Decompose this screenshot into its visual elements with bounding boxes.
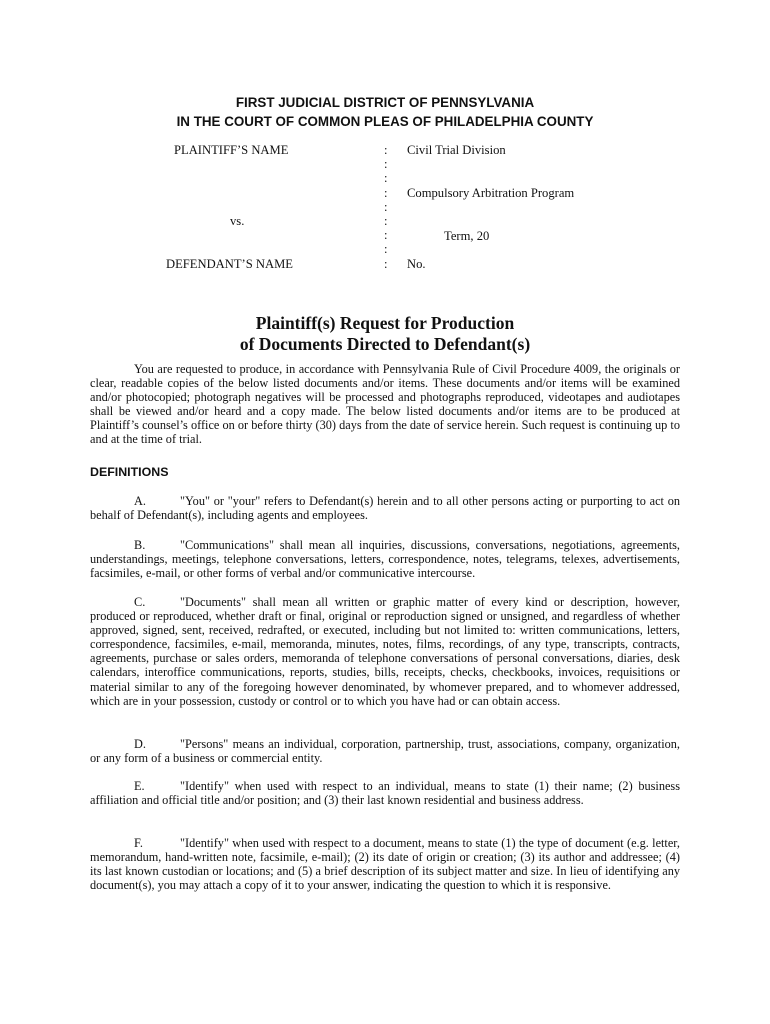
definition-label: F. [134, 836, 143, 850]
definition-text: "Persons" means an individual, corporation, partnership, trust, associations, company, organization, or any form of a business or commercial entity. [90, 737, 680, 766]
term-label: Term, 20 [444, 229, 490, 243]
court-header-line-2: IN THE COURT OF COMMON PLEAS OF PHILADELPHIA COUNTY [176, 114, 594, 129]
definition-label: B. [134, 538, 146, 552]
caption-colon: : [384, 143, 388, 157]
definition-f [90, 836, 680, 892]
caption-colon: : [384, 171, 388, 186]
definition-e [90, 779, 680, 807]
defendant-name: DEFENDANT’S NAME [166, 257, 293, 271]
definition-text: "Identify" when used with respect to a document, means to state (1) the type of document (e.g. letter, memorandum, hand-written note, facsimile, e-mail); (2) its date of origin or creation; (3) its author and addressee; (4) its last known custodian or locations; and (5) a brief description of its subject matter and size. In lieu of identifying any document(s), you may attach a copy of it to your answer, indicating the question to which it is responsive. [90, 836, 680, 893]
definition-text: "Documents" shall mean all written or graphic matter of every kind or description, however, produced or reproduced, whether draft or final, original or reproduction signed or unsigned, and regardless of whether approved, signed, sent, received, redrafted, or executed, including but not limited to: written communications, letters, correspondence, facsimiles, e-mail, memoranda, minutes, notes, films, recordings, of any type, transcripts, contracts, agreements, purchase or sales orders, memoranda of telephone conversations of personal conversations, diaries, desk calendars, interoffice communications, reports, studies, bills, receipts, checks, checkbooks, invoices, requisitions or material similar to any of the foregoing however denominated, by whomever prepared, and to whomever addressed, which are in your possession, custody or control or to which you have had or can obtain access. [90, 595, 680, 708]
caption-colon: : [384, 185, 388, 200]
definition-d [90, 737, 680, 765]
versus-label: vs. [230, 214, 245, 228]
intro-paragraph [90, 362, 680, 447]
caption-colon: : [384, 157, 388, 172]
caption-colon: : [384, 242, 388, 257]
definition-label: D. [134, 737, 146, 751]
caption-colon-column [384, 143, 392, 271]
definition-label: E. [134, 779, 145, 793]
plaintiff-name: PLAINTIFF’S NAME [174, 143, 289, 157]
definition-label: C. [134, 595, 146, 609]
definition-a [90, 494, 680, 522]
caption-colon: : [384, 256, 388, 271]
caption-colon: : [384, 199, 388, 214]
definition-text: "Communications" shall mean all inquiries, discussions, conversations, negotiations, agreements, understandings, meetings, telephone conversations, letters, correspondence, notes, telegrams, telexes, advertisements, facsimiles, e-mail, or other forms of verbal and/or communicative intercourse. [90, 538, 680, 581]
definitions-heading: DEFINITIONS [90, 465, 169, 479]
caption-colon: : [384, 213, 388, 228]
court-header-line-1: FIRST JUDICIAL DISTRICT OF PENNSYLVANIA [235, 95, 535, 110]
case-number-label: No. [407, 257, 426, 271]
document-title-line-2: of Documents Directed to Defendant(s) [239, 334, 531, 354]
document-title-line-1: Plaintiff(s) Request for Production [255, 313, 515, 333]
definition-text: "Identify" when used with respect to an individual, means to state (1) their name; (2) business affiliation and official title and/or position; and (3) their last known residential and business address. [90, 779, 680, 808]
definition-label: A. [134, 494, 146, 508]
caption-colon: : [384, 228, 388, 243]
program-label: Compulsory Arbitration Program [407, 186, 575, 200]
intro-text: You are requested to produce, in accordance with Pennsylvania Rule of Civil Procedure 4009, the originals or clear, readable copies of the below listed documents and/or items. These documents and/or items will be examined and/or photocopied; photograph negatives will be processed and photographs reproduced, videotapes and audiotapes shall be viewed and/or heard and a copy made. The below listed documents and/or items are to be produced at Plaintiff’s counsel’s office on or before thirty (30) days from the date of service herein. Such request is continuing up to and at the time of trial. [90, 362, 680, 447]
definition-c [90, 595, 680, 708]
definition-b [90, 538, 680, 580]
definition-text: "You" or "your" refers to Defendant(s) herein and to all other persons acting or purporting to act on behalf of Defendant(s), including agents and employees. [90, 494, 680, 523]
division-label: Civil Trial Division [407, 143, 506, 157]
